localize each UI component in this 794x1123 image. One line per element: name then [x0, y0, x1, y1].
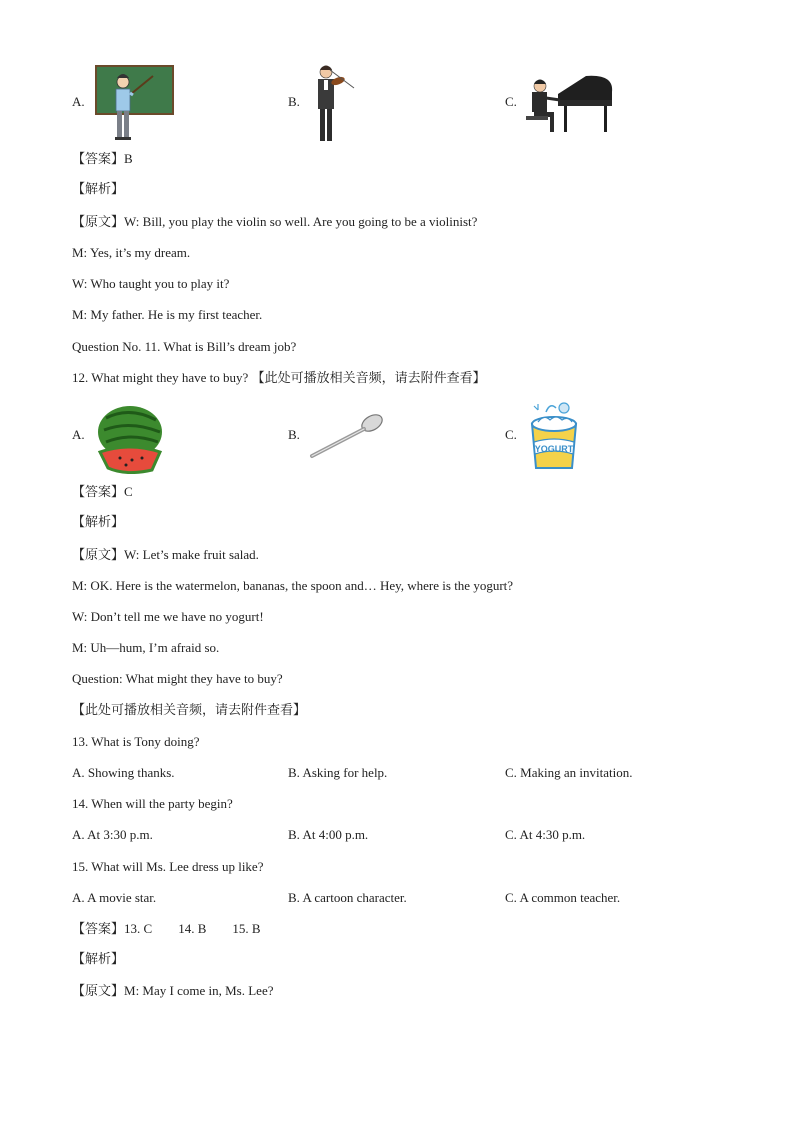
q11-option-c-letter: C.: [505, 94, 517, 109]
q12-transcript-line-4: M: Uh—hum, I’m afraid so.: [72, 640, 220, 655]
transcript-text: W: Bill, you play the violin so well. Are you going to be a violinist?: [124, 214, 478, 229]
answer-label: 【答案】: [72, 922, 125, 937]
answer-value: C: [124, 484, 133, 499]
q12-answer: [72, 484, 133, 501]
teacher-at-blackboard-icon: [95, 64, 175, 142]
transcript-label: 【原文】: [72, 548, 125, 563]
group-analysis-label: 【解析】: [72, 952, 125, 967]
transcript-label: 【原文】: [72, 215, 125, 230]
q13-option-a: A. Showing thanks.: [72, 765, 175, 780]
group-audio-note: 【此处可播放相关音频，请去附件查看】: [72, 703, 307, 718]
q11-transcript-line-1: [72, 214, 477, 231]
q12-transcript-line-3: W: Don’t tell me we have no yogurt!: [72, 609, 264, 624]
answer-value: B: [124, 151, 133, 166]
q15-option-a: A. A movie star.: [72, 890, 157, 905]
q11-transcript-line-3: W: Who taught you to play it?: [72, 276, 230, 291]
yogurt-icon: [524, 398, 584, 474]
q15-question: 15. What will Ms. Lee dress up like?: [72, 859, 264, 874]
q11-analysis-label: 【解析】: [72, 182, 125, 197]
answer-15: 15. B: [232, 921, 261, 936]
q12-option-c-letter: C.: [505, 427, 517, 442]
q12-analysis-label: 【解析】: [72, 515, 125, 530]
q12-transcript-line-5: Question: What might they have to buy?: [72, 671, 283, 686]
q11-option-b-letter: B.: [288, 94, 300, 109]
q14-option-c: C. At 4:30 p.m.: [505, 827, 586, 842]
q12-transcript-line-1: [72, 547, 259, 564]
audio-note: 【此处可播放相关音频，请去附件查看】: [251, 371, 486, 386]
q14-option-b: B. At 4:00 p.m.: [288, 827, 369, 842]
q12-question-text: 12. What might they have to buy?: [72, 370, 252, 385]
q12-option-b-letter: B.: [288, 427, 300, 442]
transcript-label: 【原文】: [72, 984, 125, 999]
spoon-icon: [306, 410, 386, 462]
q14-option-a: A. At 3:30 p.m.: [72, 827, 153, 842]
pianist-icon: [524, 70, 616, 136]
q13-option-c: C. Making an invitation.: [505, 765, 633, 780]
transcript-text: W: Let’s make fruit salad.: [124, 547, 259, 562]
q12-transcript-line-2: M: OK. Here is the watermelon, bananas, the spoon and… Hey, where is the yogurt?: [72, 578, 514, 593]
yogurt-label: YOGURT: [534, 444, 574, 454]
q14-question: 14. When will the party begin?: [72, 796, 233, 811]
q15-option-b: B. A cartoon character.: [288, 890, 407, 905]
answer-14: 14. B: [178, 921, 207, 936]
answer-label: 【答案】: [72, 152, 125, 167]
q13-question: 13. What is Tony doing?: [72, 734, 200, 749]
q11-option-a-letter: A.: [72, 94, 85, 109]
q11-transcript-line-4: M: My father. He is my first teacher.: [72, 307, 263, 322]
q15-option-c: C. A common teacher.: [505, 890, 621, 905]
violinist-icon: [312, 62, 357, 144]
answer-label: 【答案】: [72, 485, 125, 500]
q13-option-b: B. Asking for help.: [288, 765, 388, 780]
transcript-text: M: May I come in, Ms. Lee?: [124, 983, 274, 998]
watermelon-icon: [96, 398, 168, 474]
answer-13: 13. C: [124, 921, 153, 936]
group-answers: [72, 921, 261, 938]
group-transcript-line-1: [72, 983, 273, 1000]
q12-option-a-letter: A.: [72, 427, 85, 442]
q12-question: [72, 370, 486, 387]
q11-answer: [72, 151, 133, 168]
q11-transcript-line-5: Question No. 11. What is Bill’s dream job?: [72, 339, 297, 354]
q11-transcript-line-2: M: Yes, it’s my dream.: [72, 245, 191, 260]
